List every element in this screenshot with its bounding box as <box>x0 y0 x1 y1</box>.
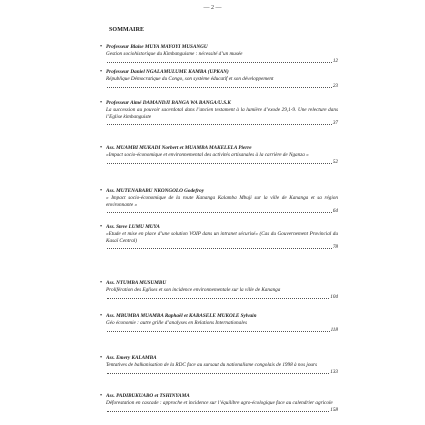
entry-author: Ass. NTUMBA MUSUMBU <box>106 280 167 286</box>
bullet-icon: • <box>100 145 103 151</box>
dot-leader <box>106 208 338 215</box>
toc-entry <box>100 145 338 165</box>
bullet-icon: • <box>100 393 103 399</box>
entry-page: 12 <box>332 57 338 64</box>
bullet-icon: • <box>100 280 103 286</box>
entry-title: République Démocratique du Congo, son système éducatif et son développement <box>106 76 274 82</box>
entry-page: 78 <box>332 244 338 251</box>
toc-entry <box>100 188 338 215</box>
dot-leader <box>106 120 338 127</box>
bullet-icon: • <box>100 313 103 319</box>
entry-page: 37 <box>332 120 338 127</box>
dot-leader <box>106 83 338 90</box>
page-number: — 2 — <box>203 5 222 11</box>
entry-title: « Impact socio-économique de la route Kananga Kalamba Mbuji sur la ville de Kananga et sa région environnante » <box>106 195 338 208</box>
entry-author: Ass. Steve LUMU MUYA <box>106 224 160 230</box>
entry-author: Professeur Aimé DAMANDJI BANGA WA BANGA/U.S.K <box>106 100 231 106</box>
bullet-icon: • <box>100 188 103 194</box>
dot-leader <box>106 327 338 334</box>
bullet-icon: • <box>100 44 103 50</box>
sommaire-heading: SOMMAIRE <box>109 27 145 33</box>
entry-title: Tentatives de balkanisation de la RDC face au sursaut du nationalisme congolais de 1998 à nos jours <box>106 362 318 368</box>
dot-leader <box>106 244 338 251</box>
entry-title: Géo économie : autre grille d’analyses en Relations Internationales <box>106 320 247 326</box>
toc-entry <box>100 224 338 251</box>
entry-title: «Etude et mise en place d’une solution VOIP dans un intranet sécurisé» (Cas du Gouvernement Provincial du Kasaï Central) <box>106 231 338 244</box>
entry-title: «Impact socio-économique et environnemental des activités artisanales à la carrière de Nganza » <box>106 152 309 158</box>
toc-entry <box>100 44 338 64</box>
dot-leader <box>106 407 338 414</box>
entry-author: Professeur Blaise MUYA MAYOYI MUSANGU <box>106 44 208 50</box>
entry-page: 104 <box>330 293 338 300</box>
entry-title: La succession au pouvoir sacerdotal dans l’ancien testament à la lumière d’exode 29,1-9. Une relecture dans l’Eglise kimbanguiste <box>106 107 338 120</box>
toc-entry <box>100 393 338 413</box>
dot-leader <box>106 294 338 301</box>
toc-entry <box>100 313 338 333</box>
bullet-icon: • <box>100 224 103 230</box>
bullet-icon: • <box>100 100 103 106</box>
entry-author: Ass. PADIBUKUABO et TSHINYAMA <box>106 393 190 399</box>
bullet-icon: • <box>100 355 103 361</box>
dot-leader <box>106 159 338 166</box>
dot-leader <box>106 58 338 65</box>
toc-entry <box>100 280 338 300</box>
entry-page: 118 <box>330 326 338 333</box>
entry-title: Prolifération des Eglises et son incidence environnementale sur la ville de Kananga <box>106 287 281 293</box>
entry-author: Ass. MUTENABABU NKONGOLO Godefroy <box>106 188 204 194</box>
entry-page: 158 <box>330 406 338 413</box>
entry-author: Professeur Daniel NGALAMULUME KAMBA (UPKAN) <box>106 69 229 75</box>
entry-page: 52 <box>332 158 338 165</box>
bullet-icon: • <box>100 69 103 75</box>
entry-page: 133 <box>330 368 338 375</box>
toc-entry <box>100 355 338 375</box>
entry-title: Déforestation en cascade : approche et incidence sur l’équilibre agro-écologique face au calendrier agricole <box>106 400 333 406</box>
toc-entry <box>100 100 338 127</box>
entry-author: Ass. MUAMBI MUKADI Norbert et MUAMBA MAKELELA Pierre <box>106 145 252 151</box>
entry-title: Gestion sociohistorique du Kimbanguisme : nécessité d’un musée <box>106 51 243 57</box>
dot-leader <box>106 369 338 376</box>
entry-page: 23 <box>332 82 338 89</box>
entry-author: Ass. Emery KALAMBA <box>106 355 157 361</box>
toc-entry <box>100 69 338 89</box>
entry-page: 64 <box>332 208 338 215</box>
entry-author: Ass. MBUMBA MUAMBA Raphaël et KABASELE MUKOLE Sylvain <box>106 313 257 319</box>
